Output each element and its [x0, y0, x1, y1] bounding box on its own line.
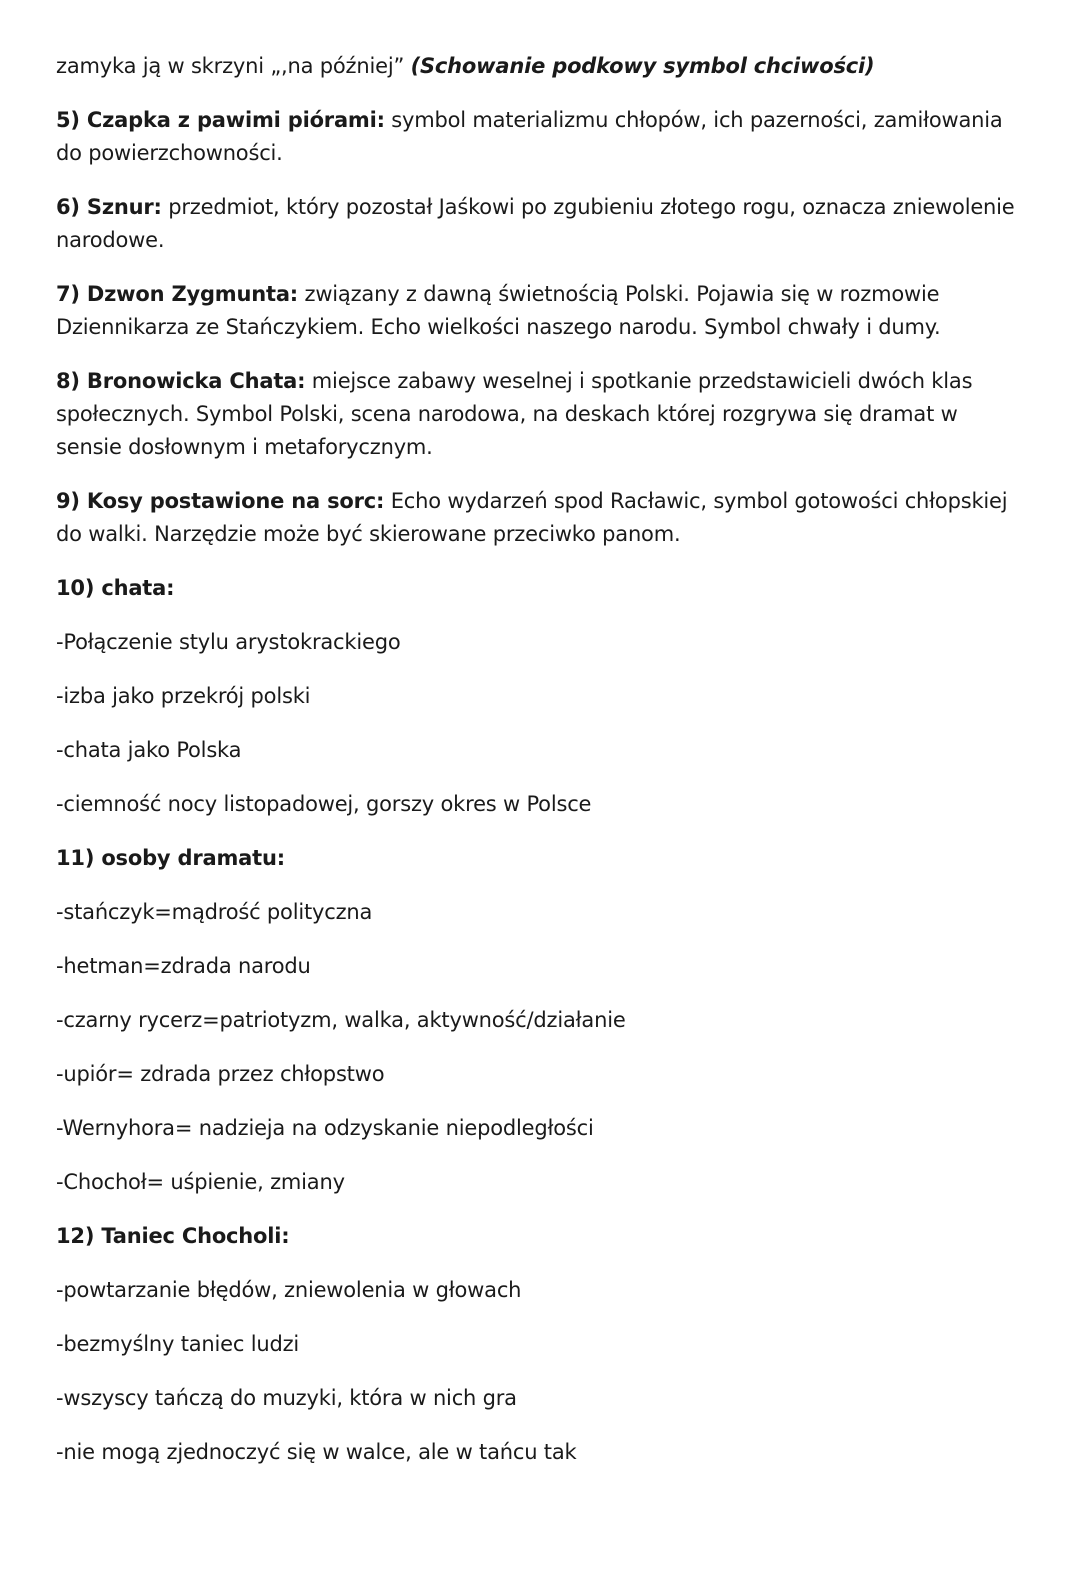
- list-item: -stańczyk=mądrość polityczna: [56, 900, 373, 924]
- section-heading-osoby: 11) osoby dramatu:: [56, 846, 285, 870]
- list-item: -Chochoł= uśpienie, zmiany: [56, 1170, 345, 1194]
- list-item: -czarny rycerz=patriotyzm, walka, aktywność/działanie: [56, 1008, 626, 1032]
- list-item: -hetman=zdrada narodu: [56, 954, 311, 978]
- list-item: -powtarzanie błędów, zniewolenia w głowach: [56, 1278, 522, 1302]
- item-heading: 8) Bronowicka Chata:: [56, 369, 306, 393]
- intro-text: zamyka ją w skrzyni „,na później”: [56, 54, 411, 78]
- intro-paragraph: [56, 50, 1026, 83]
- item-text: przedmiot, który pozostał Jaśkowi po zgubieniu złotego rogu, oznacza zniewolenie narodowe.: [56, 195, 1015, 252]
- item-heading: 6) Sznur:: [56, 195, 162, 219]
- list-item: -nie mogą zjednoczyć się w walce, ale w tańcu tak: [56, 1440, 577, 1464]
- item-text: symbol materializmu chłopów, ich pazerności, zamiłowania do powierzchowności.: [56, 108, 1003, 165]
- item-text: Echo wydarzeń spod Racławic, symbol gotowości chłopskiej do walki. Narzędzie może być skierowane przeciwko panom.: [56, 489, 1008, 546]
- item-heading: 7) Dzwon Zygmunta:: [56, 282, 299, 306]
- list-item: -bezmyślny taniec ludzi: [56, 1332, 300, 1356]
- document-page: [56, 50, 1026, 1490]
- section-heading-taniec: 12) Taniec Chocholi:: [56, 1224, 290, 1248]
- item-text: związany z dawną świetnością Polski. Pojawia się w rozmowie Dziennikarza ze Stańczykiem. Echo wielkości naszego narodu. Symbol chwały i dumy.: [56, 282, 941, 339]
- list-item: -chata jako Polska: [56, 738, 242, 762]
- item-czapka: [56, 104, 1026, 170]
- item-dzwon: [56, 278, 1026, 344]
- item-heading: 5) Czapka z pawimi piórami:: [56, 108, 385, 132]
- list-item: -upiór= zdrada przez chłopstwo: [56, 1062, 385, 1086]
- list-item: -wszyscy tańczą do muzyki, która w nich gra: [56, 1386, 517, 1410]
- list-item: -Połączenie stylu arystokrackiego: [56, 630, 401, 654]
- list-item: -Wernyhora= nadzieja na odzyskanie niepodległości: [56, 1116, 594, 1140]
- item-sznur: [56, 191, 1026, 257]
- item-bronowicka-chata: [56, 365, 1026, 464]
- item-heading: 9) Kosy postawione na sorc:: [56, 489, 385, 513]
- list-item: -ciemność nocy listopadowej, gorszy okres w Polsce: [56, 792, 592, 816]
- section-heading-chata: 10) chata:: [56, 576, 175, 600]
- intro-emphasis: (Schowanie podkowy symbol chciwości): [410, 54, 875, 78]
- item-kosy: [56, 485, 1026, 551]
- item-text: miejsce zabawy weselnej i spotkanie przedstawicieli dwóch klas społecznych. Symbol Polski, scena narodowa, na deskach której rozgrywa się dramat w sensie dosłownym i metaforycznym.: [56, 369, 973, 459]
- list-item: -izba jako przekrój polski: [56, 684, 311, 708]
